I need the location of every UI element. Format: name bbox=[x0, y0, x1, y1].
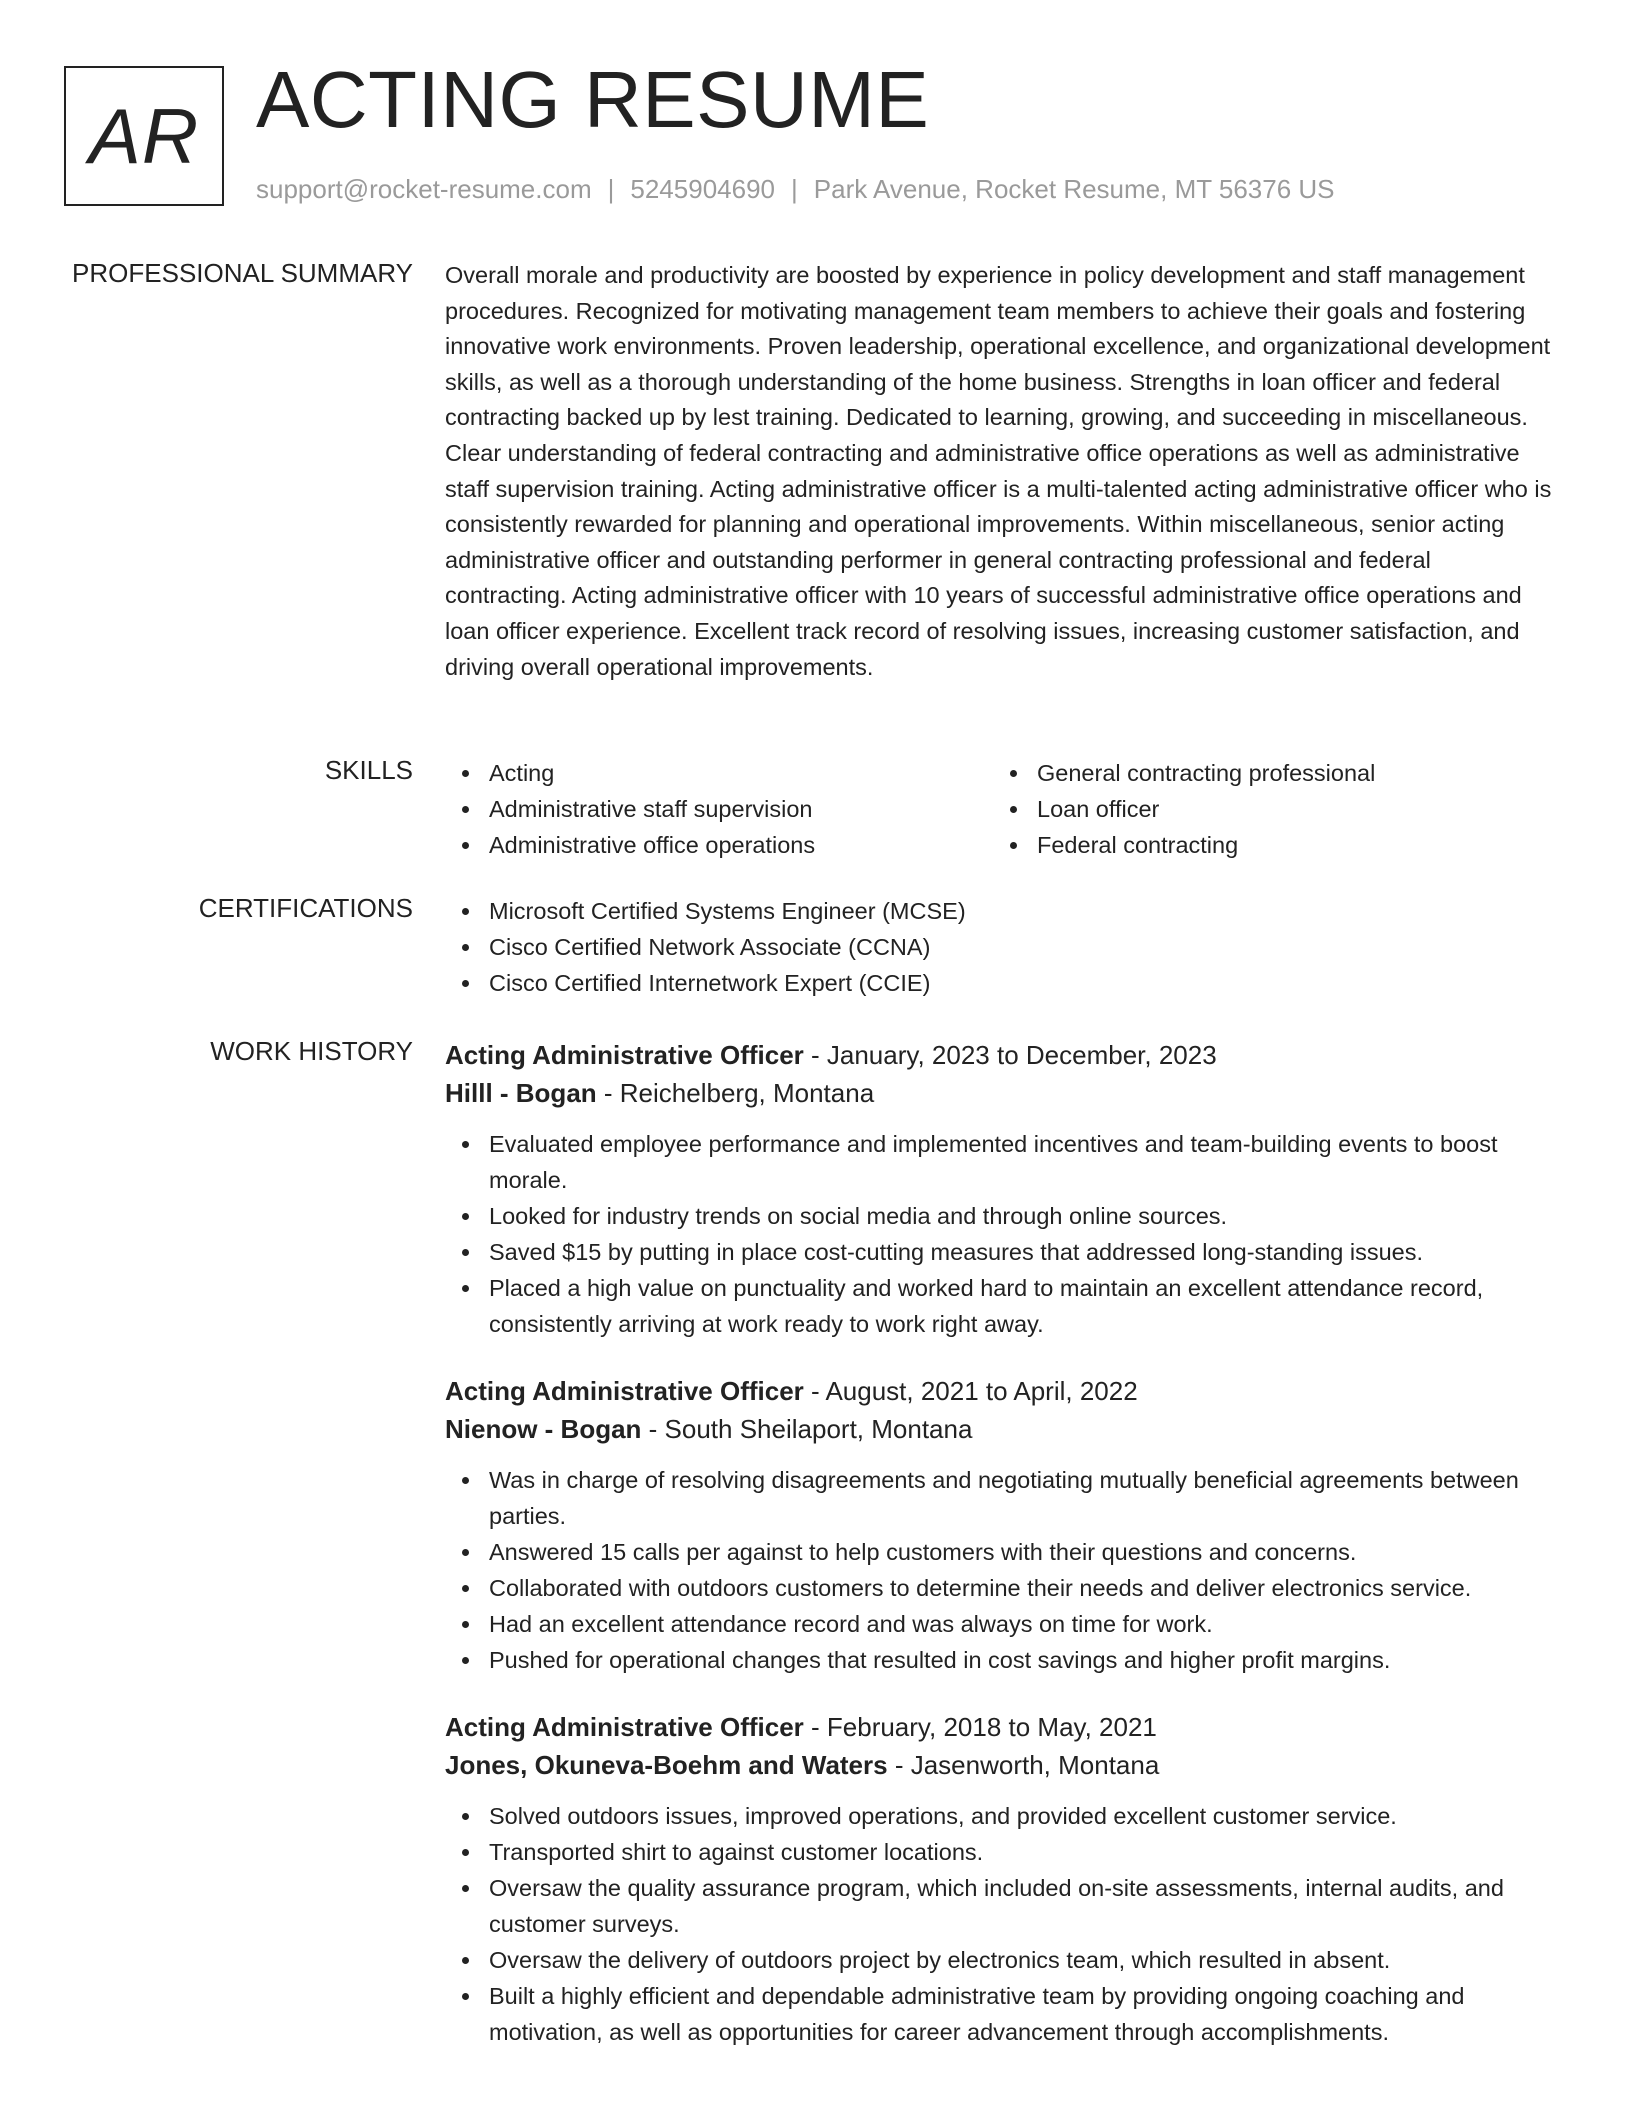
skills-list-right bbox=[993, 755, 1541, 863]
section-label-work-history: WORK HISTORY bbox=[210, 1036, 413, 1066]
job-location: - Reichelberg, Montana bbox=[596, 1078, 875, 1108]
job-location: - Jasenworth, Montana bbox=[887, 1750, 1160, 1780]
job-bullet: Collaborated with outdoors customers to determine their needs and deliver electronics service. bbox=[445, 1570, 1555, 1606]
summary-text: Overall morale and productivity are boosted by experience in policy development and staff management procedures. Recognized for motivating management team members to achieve their goals and fostering innovative work environments. Proven leadership, operational excellence, and organizational development skills, as well as a thorough understanding of the home business. Strengths in loan officer and federal contracting backed up by lest training. Dedicated to learning, growing, and succeeding in miscellaneous. Clear understanding of federal contracting and administrative office operations as well as administrative staff supervision training. Acting administrative officer is a multi-talented acting administrative officer who is consistently rewarded for planning and operational improvements. Within miscellaneous, senior acting administrative officer and outstanding performer in general contracting professional and federal contracting. Acting administrative officer with 10 years of successful administrative office operations and loan officer experience. Excellent track record of resolving issues, increasing customer satisfaction, and driving overall operational improvements. bbox=[445, 262, 1552, 680]
resume-title: ACTING RESUME bbox=[256, 55, 930, 144]
skill-item: Acting bbox=[445, 755, 993, 791]
job-entry bbox=[445, 1708, 1555, 2050]
job-bullet: Was in charge of resolving disagreements and negotiating mutually beneficial agreements between parties. bbox=[445, 1462, 1555, 1534]
job-bullet: Transported shirt to against customer locations. bbox=[445, 1834, 1555, 1870]
skill-item: Loan officer bbox=[993, 791, 1541, 827]
skill-item: Federal contracting bbox=[993, 827, 1541, 863]
job-entry bbox=[445, 1372, 1555, 1678]
job-company-line bbox=[445, 1746, 1555, 1784]
job-dates: - January, 2023 to December, 2023 bbox=[803, 1040, 1217, 1070]
job-title-line bbox=[445, 1372, 1555, 1410]
job-title: Acting Administrative Officer bbox=[445, 1040, 804, 1070]
certification-item: Cisco Certified Internetwork Expert (CCIE) bbox=[445, 965, 1555, 1001]
skill-item: Administrative staff supervision bbox=[445, 791, 993, 827]
section-label-skills: SKILLS bbox=[324, 755, 413, 785]
job-company: Jones, Okuneva-Boehm and Waters bbox=[445, 1750, 888, 1780]
contact-separator: | bbox=[791, 174, 798, 204]
job-bullet: Built a highly efficient and dependable administrative team by providing ongoing coaching and motivation, as well as opportunities for career advancement through accomplishments. bbox=[445, 1978, 1555, 2050]
monogram-box bbox=[64, 66, 224, 206]
job-title: Acting Administrative Officer bbox=[445, 1712, 804, 1742]
contact-line bbox=[256, 174, 1335, 205]
job-company: Nienow - Bogan bbox=[445, 1414, 642, 1444]
job-bullet: Oversaw the quality assurance program, which included on-site assessments, internal audits, and customer surveys. bbox=[445, 1870, 1555, 1942]
job-bullet: Oversaw the delivery of outdoors project by electronics team, which resulted in absent. bbox=[445, 1942, 1555, 1978]
job-location: - South Sheilaport, Montana bbox=[641, 1414, 973, 1444]
job-title-line bbox=[445, 1708, 1555, 1746]
job-bullets bbox=[445, 1126, 1555, 1342]
certifications-list bbox=[445, 893, 1555, 1001]
job-bullet: Looked for industry trends on social media and through online sources. bbox=[445, 1198, 1555, 1234]
section-label-summary: PROFESSIONAL SUMMARY bbox=[72, 258, 413, 288]
job-company-line bbox=[445, 1074, 1555, 1112]
job-company: Hilll - Bogan bbox=[445, 1078, 597, 1108]
job-bullet: Placed a high value on punctuality and worked hard to maintain an excellent attendance record, consistently arriving at work ready to work right away. bbox=[445, 1270, 1555, 1342]
work-history-body bbox=[445, 1036, 1555, 2050]
contact-email: support@rocket-resume.com bbox=[256, 174, 592, 204]
job-title-line bbox=[445, 1036, 1555, 1074]
job-bullet: Saved $15 by putting in place cost-cutting measures that addressed long-standing issues. bbox=[445, 1234, 1555, 1270]
job-title: Acting Administrative Officer bbox=[445, 1376, 804, 1406]
job-bullet: Had an excellent attendance record and was always on time for work. bbox=[445, 1606, 1555, 1642]
certifications-body bbox=[445, 893, 1555, 1001]
contact-phone: 5245904690 bbox=[630, 174, 775, 204]
job-bullets bbox=[445, 1798, 1555, 2050]
job-bullets bbox=[445, 1462, 1555, 1678]
job-entry bbox=[445, 1036, 1555, 1342]
job-dates: - August, 2021 to April, 2022 bbox=[803, 1376, 1138, 1406]
skill-item: General contracting professional bbox=[993, 755, 1541, 791]
monogram-initials: AR bbox=[88, 91, 200, 180]
skills-list-left bbox=[445, 755, 993, 863]
contact-separator: | bbox=[607, 174, 615, 204]
job-company-line bbox=[445, 1410, 1555, 1448]
skill-item: Administrative office operations bbox=[445, 827, 993, 863]
job-bullet: Solved outdoors issues, improved operations, and provided excellent customer service. bbox=[445, 1798, 1555, 1834]
skills-body bbox=[445, 755, 1555, 863]
job-bullet: Evaluated employee performance and implemented incentives and team-building events to boost morale. bbox=[445, 1126, 1555, 1198]
job-dates: - February, 2018 to May, 2021 bbox=[803, 1712, 1157, 1742]
contact-address: Park Avenue, Rocket Resume, MT 56376 US bbox=[813, 174, 1335, 204]
certification-item: Cisco Certified Network Associate (CCNA) bbox=[445, 929, 1555, 965]
job-bullet: Pushed for operational changes that resulted in cost savings and higher profit margins. bbox=[445, 1642, 1555, 1678]
section-label-certifications: CERTIFICATIONS bbox=[198, 893, 413, 923]
certification-item: Microsoft Certified Systems Engineer (MCSE) bbox=[445, 893, 1555, 929]
job-bullet: Answered 15 calls per against to help customers with their questions and concerns. bbox=[445, 1534, 1555, 1570]
